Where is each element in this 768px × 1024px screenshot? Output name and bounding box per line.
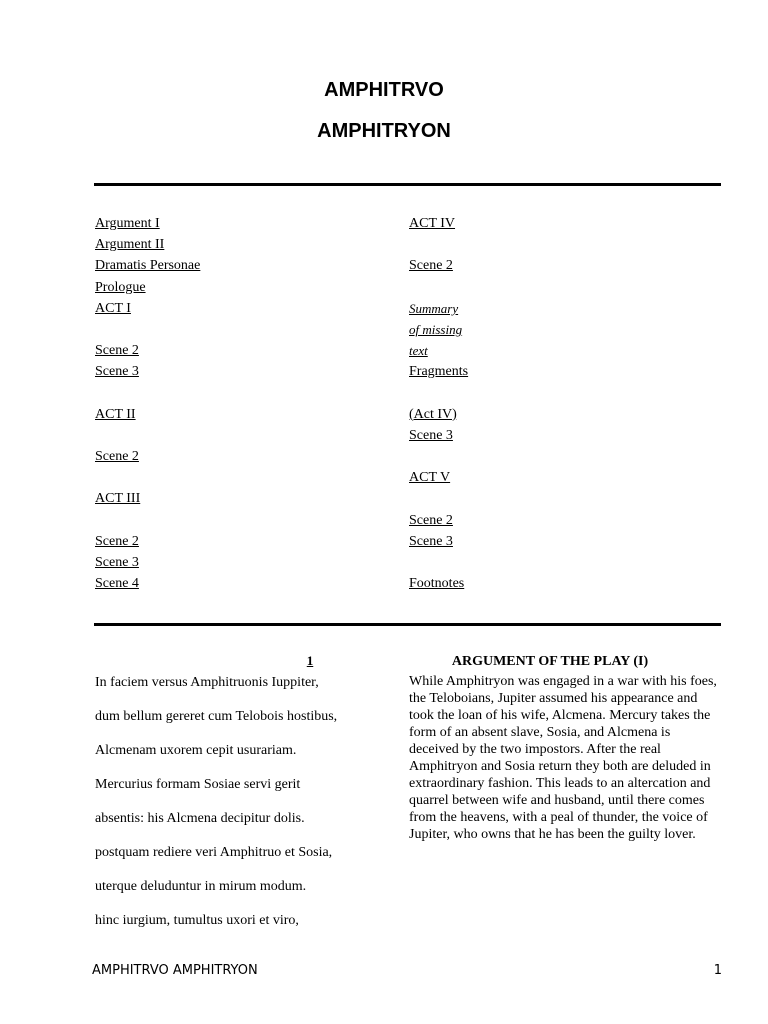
latin-line: Mercurius formam Sosiae servi gerit [95, 777, 301, 792]
toc-link-scene-3[interactable]: Scene 3 [95, 555, 139, 570]
toc-entry [409, 383, 689, 404]
toc-link-act-ii[interactable]: ACT II [95, 406, 136, 422]
toc-link-fragments[interactable]: Fragments [409, 364, 469, 380]
latin-line: postquam rediere veri Amphitruo et Sosia, [95, 845, 333, 860]
toc-entry [409, 573, 689, 594]
toc-link-text[interactable]: text [409, 343, 428, 359]
toc-entry [409, 467, 689, 488]
footnote-number-link[interactable]: 1 [306, 653, 314, 668]
page-number: 1 [713, 963, 722, 978]
toc-entry [409, 404, 689, 425]
toc-entry [95, 531, 375, 552]
toc-entry [95, 552, 375, 573]
latin-line: hinc iurgium, tumultus uxori et viro, [95, 913, 299, 928]
toc-link-scene-3[interactable]: Scene 3 [95, 364, 139, 380]
page-title-latin: AMPHITRVO [324, 79, 444, 101]
toc-entry [409, 213, 689, 234]
toc-link-dramatis-personae[interactable]: Dramatis Personae [95, 258, 201, 274]
toc-entry [409, 531, 689, 552]
toc-left-column [95, 213, 375, 594]
toc-link-summary[interactable]: Summary [409, 300, 459, 316]
latin-line: In faciem versus Amphitruonis Iuppiter, [95, 675, 319, 690]
toc-entry [95, 573, 375, 594]
toc-entry [95, 361, 375, 382]
latin-line: absentis: his Alcmena decipitur dolis. [95, 811, 305, 826]
toc-entry [409, 234, 689, 255]
latin-line: uterque deluduntur in mirum modum. [95, 879, 307, 894]
toc-entry [95, 488, 375, 509]
latin-line: dum bellum gereret cum Telobois hostibus, [95, 709, 338, 724]
toc-link-scene-2[interactable]: Scene 2 [95, 343, 139, 359]
toc-entry [95, 340, 375, 361]
toc-link-scene-3[interactable]: Scene 3 [409, 427, 453, 443]
toc-entry [95, 467, 375, 488]
toc-entry [409, 277, 689, 298]
toc-right-column [409, 213, 689, 594]
toc-link-scene-2[interactable]: Scene 2 [95, 449, 139, 465]
toc-link-act-iii[interactable]: ACT III [95, 491, 141, 507]
toc-link-of-missing[interactable]: of missing [409, 321, 463, 337]
footer-label: AMPHITRVO AMPHITRYON [92, 963, 258, 978]
toc-entry [409, 446, 689, 467]
top-divider [94, 183, 721, 186]
toc-link-scene-2[interactable]: Scene 2 [409, 258, 453, 274]
toc-entry [95, 277, 375, 298]
toc-entry [95, 383, 375, 404]
toc-entry [95, 298, 375, 319]
argument-text: While Amphitryon was engaged in a war with his foes, the Teloboians, Jupiter assumed his appearance and took the loan of his wife, Alcmena. Mercury takes the form of an absent slave, Sosia, and Alcmena is deceived by the two impostors. After the real Amphitryon and Sosia return they both are deluded in extraordinary fashion. This leads to an altercation and quarrel between wife and husband, until there comes from the heavens, with a peal of thunder, the voice of Jupiter, who owns that he has been the guilty lover. [409, 674, 717, 842]
toc-entry [409, 298, 689, 319]
toc-entry [95, 404, 375, 425]
toc-link-prologue[interactable]: Prologue [95, 279, 146, 295]
toc-entry [409, 552, 689, 573]
latin-verse [95, 673, 385, 945]
toc-link-argument-ii[interactable]: Argument II [95, 237, 165, 253]
toc-link-act-v[interactable]: ACT V [409, 470, 451, 486]
toc-entry [409, 488, 689, 509]
toc-link-act-iv[interactable]: ACT IV [409, 216, 456, 231]
toc-entry [95, 213, 375, 234]
toc-link-act-iv[interactable]: (Act IV) [409, 406, 457, 422]
toc-entry [95, 255, 375, 276]
argument-heading: ARGUMENT OF THE PLAY (I) [451, 654, 649, 669]
toc-entry [409, 510, 689, 531]
middle-divider [94, 623, 721, 626]
page-title-english: AMPHITRYON [317, 120, 451, 142]
toc-link-footnotes[interactable]: Footnotes [409, 576, 465, 592]
toc-entry [95, 319, 375, 340]
toc-link-scene-2[interactable]: Scene 2 [95, 533, 139, 549]
toc-entry [409, 255, 689, 276]
toc-entry [409, 361, 689, 382]
toc-entry [409, 319, 689, 340]
toc-link-scene-4[interactable]: Scene 4 [95, 576, 139, 592]
toc-entry [95, 446, 375, 467]
latin-line: Alcmenam uxorem cepit usurariam. [95, 743, 297, 758]
toc-link-scene-2[interactable]: Scene 2 [409, 512, 453, 528]
toc-entry [95, 234, 375, 255]
toc-entry [95, 425, 375, 446]
toc-entry [409, 340, 689, 361]
toc-link-argument-i[interactable]: Argument I [95, 216, 160, 231]
toc-link-act-i[interactable]: ACT I [95, 300, 131, 316]
toc-link-scene-3[interactable]: Scene 3 [409, 533, 453, 549]
toc-entry [409, 425, 689, 446]
toc-entry [95, 510, 375, 531]
